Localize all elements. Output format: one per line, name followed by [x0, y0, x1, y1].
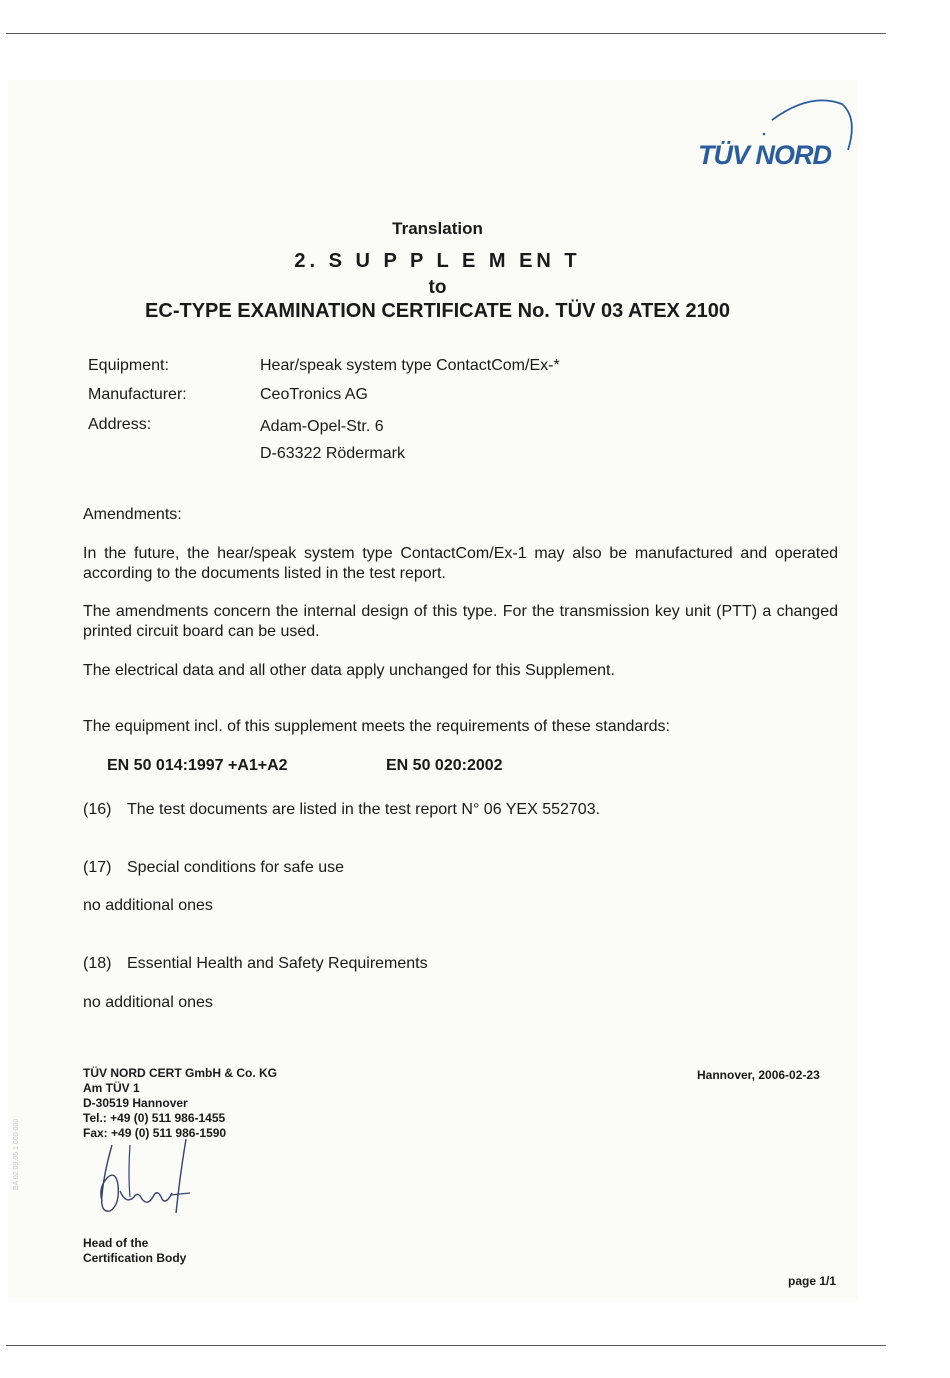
signer-line-1: Head of the [83, 1236, 149, 1250]
amendments-paragraph-2: The amendments concern the internal design of this type. For the transmission key unit (PTT) a changed printed circuit board can be used. [83, 603, 838, 640]
place-date: Hannover, 2006-02-23 [697, 1068, 820, 1082]
standard-1: EN 50 014:1997 +A1+A2 [107, 757, 288, 774]
amendments-heading: Amendments: [83, 506, 182, 523]
certificate-title: EC-TYPE EXAMINATION CERTIFICATE No. TÜV 03 ATEX 2100 [145, 300, 730, 322]
to-heading: to [428, 277, 447, 298]
issuer-tel: Tel.: +49 (0) 511 986-1455 [83, 1111, 226, 1125]
manufacturer-label: Manufacturer: [88, 386, 187, 403]
address-label: Address: [88, 416, 152, 433]
section-16-text: The test documents are listed in the test report N° 06 YEX 552703. [127, 801, 601, 818]
page-number: page 1/1 [788, 1274, 837, 1288]
equipment-value: Hear/speak system type ContactCom/Ex-* [260, 357, 560, 374]
signer-line-2: Certification Body [83, 1251, 187, 1265]
tuv-nord-logo [690, 98, 858, 178]
standard-2: EN 50 020:2002 [386, 757, 503, 774]
equipment-label: Equipment: [88, 357, 169, 374]
section-17-number: (17) [83, 859, 112, 876]
signature [90, 1135, 200, 1220]
section-17-value: no additional ones [83, 897, 213, 914]
issuer-company: TÜV NORD CERT GmbH & Co. KG [83, 1066, 277, 1080]
signer-title [83, 1236, 186, 1266]
address-line2: D-63322 Rödermark [260, 445, 405, 462]
issuer-street: Am TÜV 1 [83, 1081, 140, 1095]
supplement-heading: 2. S U P P L E M EN T [294, 250, 581, 272]
top-rule [6, 33, 886, 34]
amendments-paragraph-3: The electrical data and all other data apply unchanged for this Supplement. [83, 662, 615, 679]
translation-heading: Translation [392, 219, 483, 238]
section-16-number: (16) [83, 801, 112, 818]
section-18-value: no additional ones [83, 994, 213, 1011]
standards-intro: The equipment incl. of this supplement meets the requirements of these standards: [83, 718, 670, 735]
manufacturer-value: CeoTronics AG [260, 386, 368, 403]
amendments-paragraph-1: In the future, the hear/speak system type ContactCom/Ex-1 may also be manufactured and operated according to the documents listed in the test report. [83, 545, 838, 582]
logo-text: TÜV NORD [698, 140, 831, 170]
address-line1: Adam-Opel-Str. 6 [260, 418, 384, 435]
issuer-fax: Fax: +49 (0) 511 986-1590 [83, 1126, 227, 1140]
bottom-rule [6, 1345, 886, 1346]
issuer-address [83, 1066, 277, 1141]
section-18-text: Essential Health and Safety Requirements [127, 955, 428, 972]
form-code: BA 02 09.05 1 000 000 [13, 1118, 20, 1190]
section-18-number: (18) [83, 955, 112, 972]
section-17-text: Special conditions for safe use [127, 859, 345, 876]
issuer-city: D-30519 Hannover [83, 1096, 188, 1110]
